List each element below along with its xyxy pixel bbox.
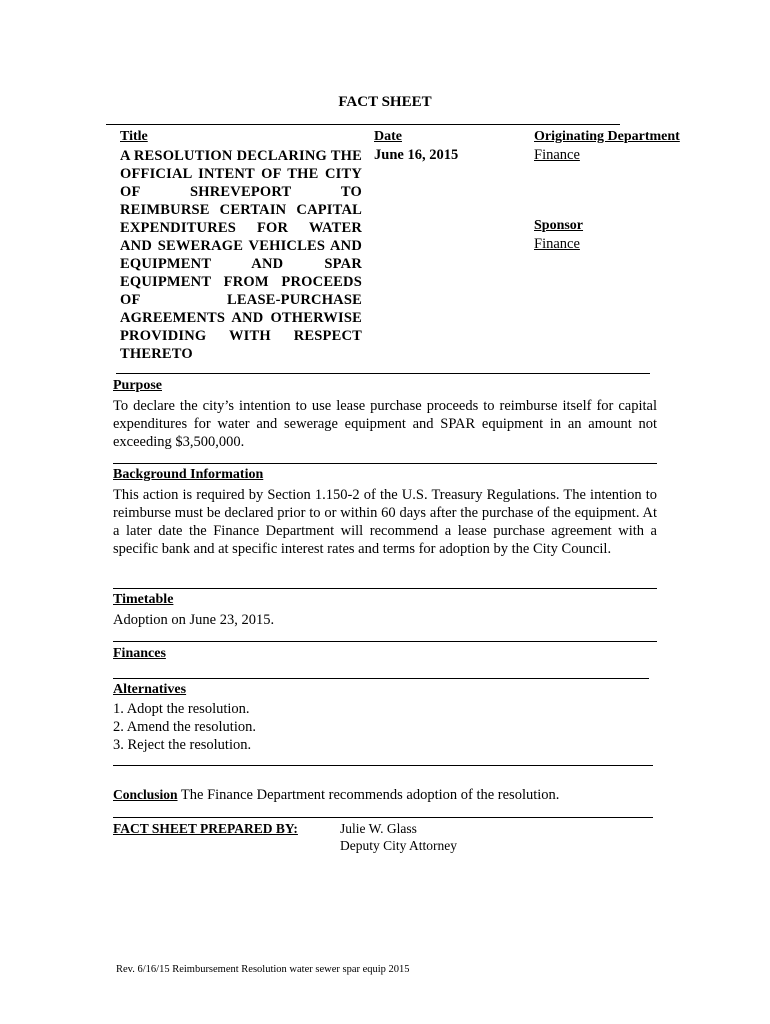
- finances-label: Finances: [113, 646, 166, 661]
- timetable-label: Timetable: [113, 592, 174, 607]
- divider-alternatives: [113, 765, 653, 766]
- preparer-role: Deputy City Attorney: [340, 838, 457, 853]
- alternative-item-3: 3. Reject the resolution.: [113, 737, 252, 753]
- alternatives-label: Alternatives: [113, 682, 187, 697]
- divider-purpose: [113, 463, 657, 464]
- preparer-name: Julie W. Glass: [340, 821, 417, 836]
- divider-header: [116, 373, 650, 374]
- date-value: June 16, 2015: [374, 147, 459, 163]
- conclusion-text: The Finance Department recommends adoption of the resolution.: [180, 787, 560, 803]
- revision-footer: Rev. 6/16/15 Reimbursement Resolution water sewer spar equip 2015: [116, 964, 410, 975]
- divider-conclusion: [113, 817, 653, 818]
- alternative-item-2: 2. Amend the resolution.: [113, 719, 256, 735]
- title-label: Title: [120, 129, 148, 144]
- resolution-title: A RESOLUTION DECLARING THE OFFICIAL INTENT OF THE CITY OF SHREVEPORT TO REIMBURSE CERTAIN CAPITAL EXPENDITURES FOR WATER AND SEWERAGE VEHICLES AND EQUIPMENT AND SPAR EQUIPMENT FROM PROCEEDS OF LEASE-PURCHASE AGREEMENTS AND OTHERWISE PROVIDING WITH RESPECT THERETO: [120, 148, 362, 362]
- divider-background: [113, 588, 657, 589]
- timetable-text: Adoption on June 23, 2015.: [113, 612, 275, 628]
- alternative-item-1: 1. Adopt the resolution.: [113, 701, 250, 717]
- header-top-rule: [106, 124, 620, 125]
- originating-department-label: Originating Department: [534, 129, 680, 144]
- conclusion-label: Conclusion: [113, 787, 178, 802]
- purpose-text: To declare the city’s intention to use lease purchase proceeds to reimburse itself for capital expenditures for water and sewerage equipment and SPAR equipment in an amount not exceeding $3,500,000.: [113, 398, 657, 450]
- sponsor-label: Sponsor: [534, 218, 584, 233]
- background-label: Background Information: [113, 467, 264, 482]
- date-label: Date: [374, 129, 402, 144]
- sponsor-value: Finance: [534, 236, 580, 252]
- divider-finances: [113, 678, 649, 679]
- originating-department-value: Finance: [534, 147, 580, 163]
- purpose-label: Purpose: [113, 378, 162, 393]
- background-text: This action is required by Section 1.150-2 of the U.S. Treasury Regulations. The intention to reimburse must be declared prior to or within 60 days after the purchase of the equipment. At a later date the Finance Department will recommend a lease purchase agreement with a specific bank and at specific interest rates and terms for adoption by the City Council.: [113, 487, 657, 557]
- prepared-by-label: FACT SHEET PREPARED BY:: [113, 821, 298, 836]
- document-title: FACT SHEET: [338, 94, 432, 110]
- divider-timetable: [113, 641, 657, 642]
- header-block: [120, 129, 690, 365]
